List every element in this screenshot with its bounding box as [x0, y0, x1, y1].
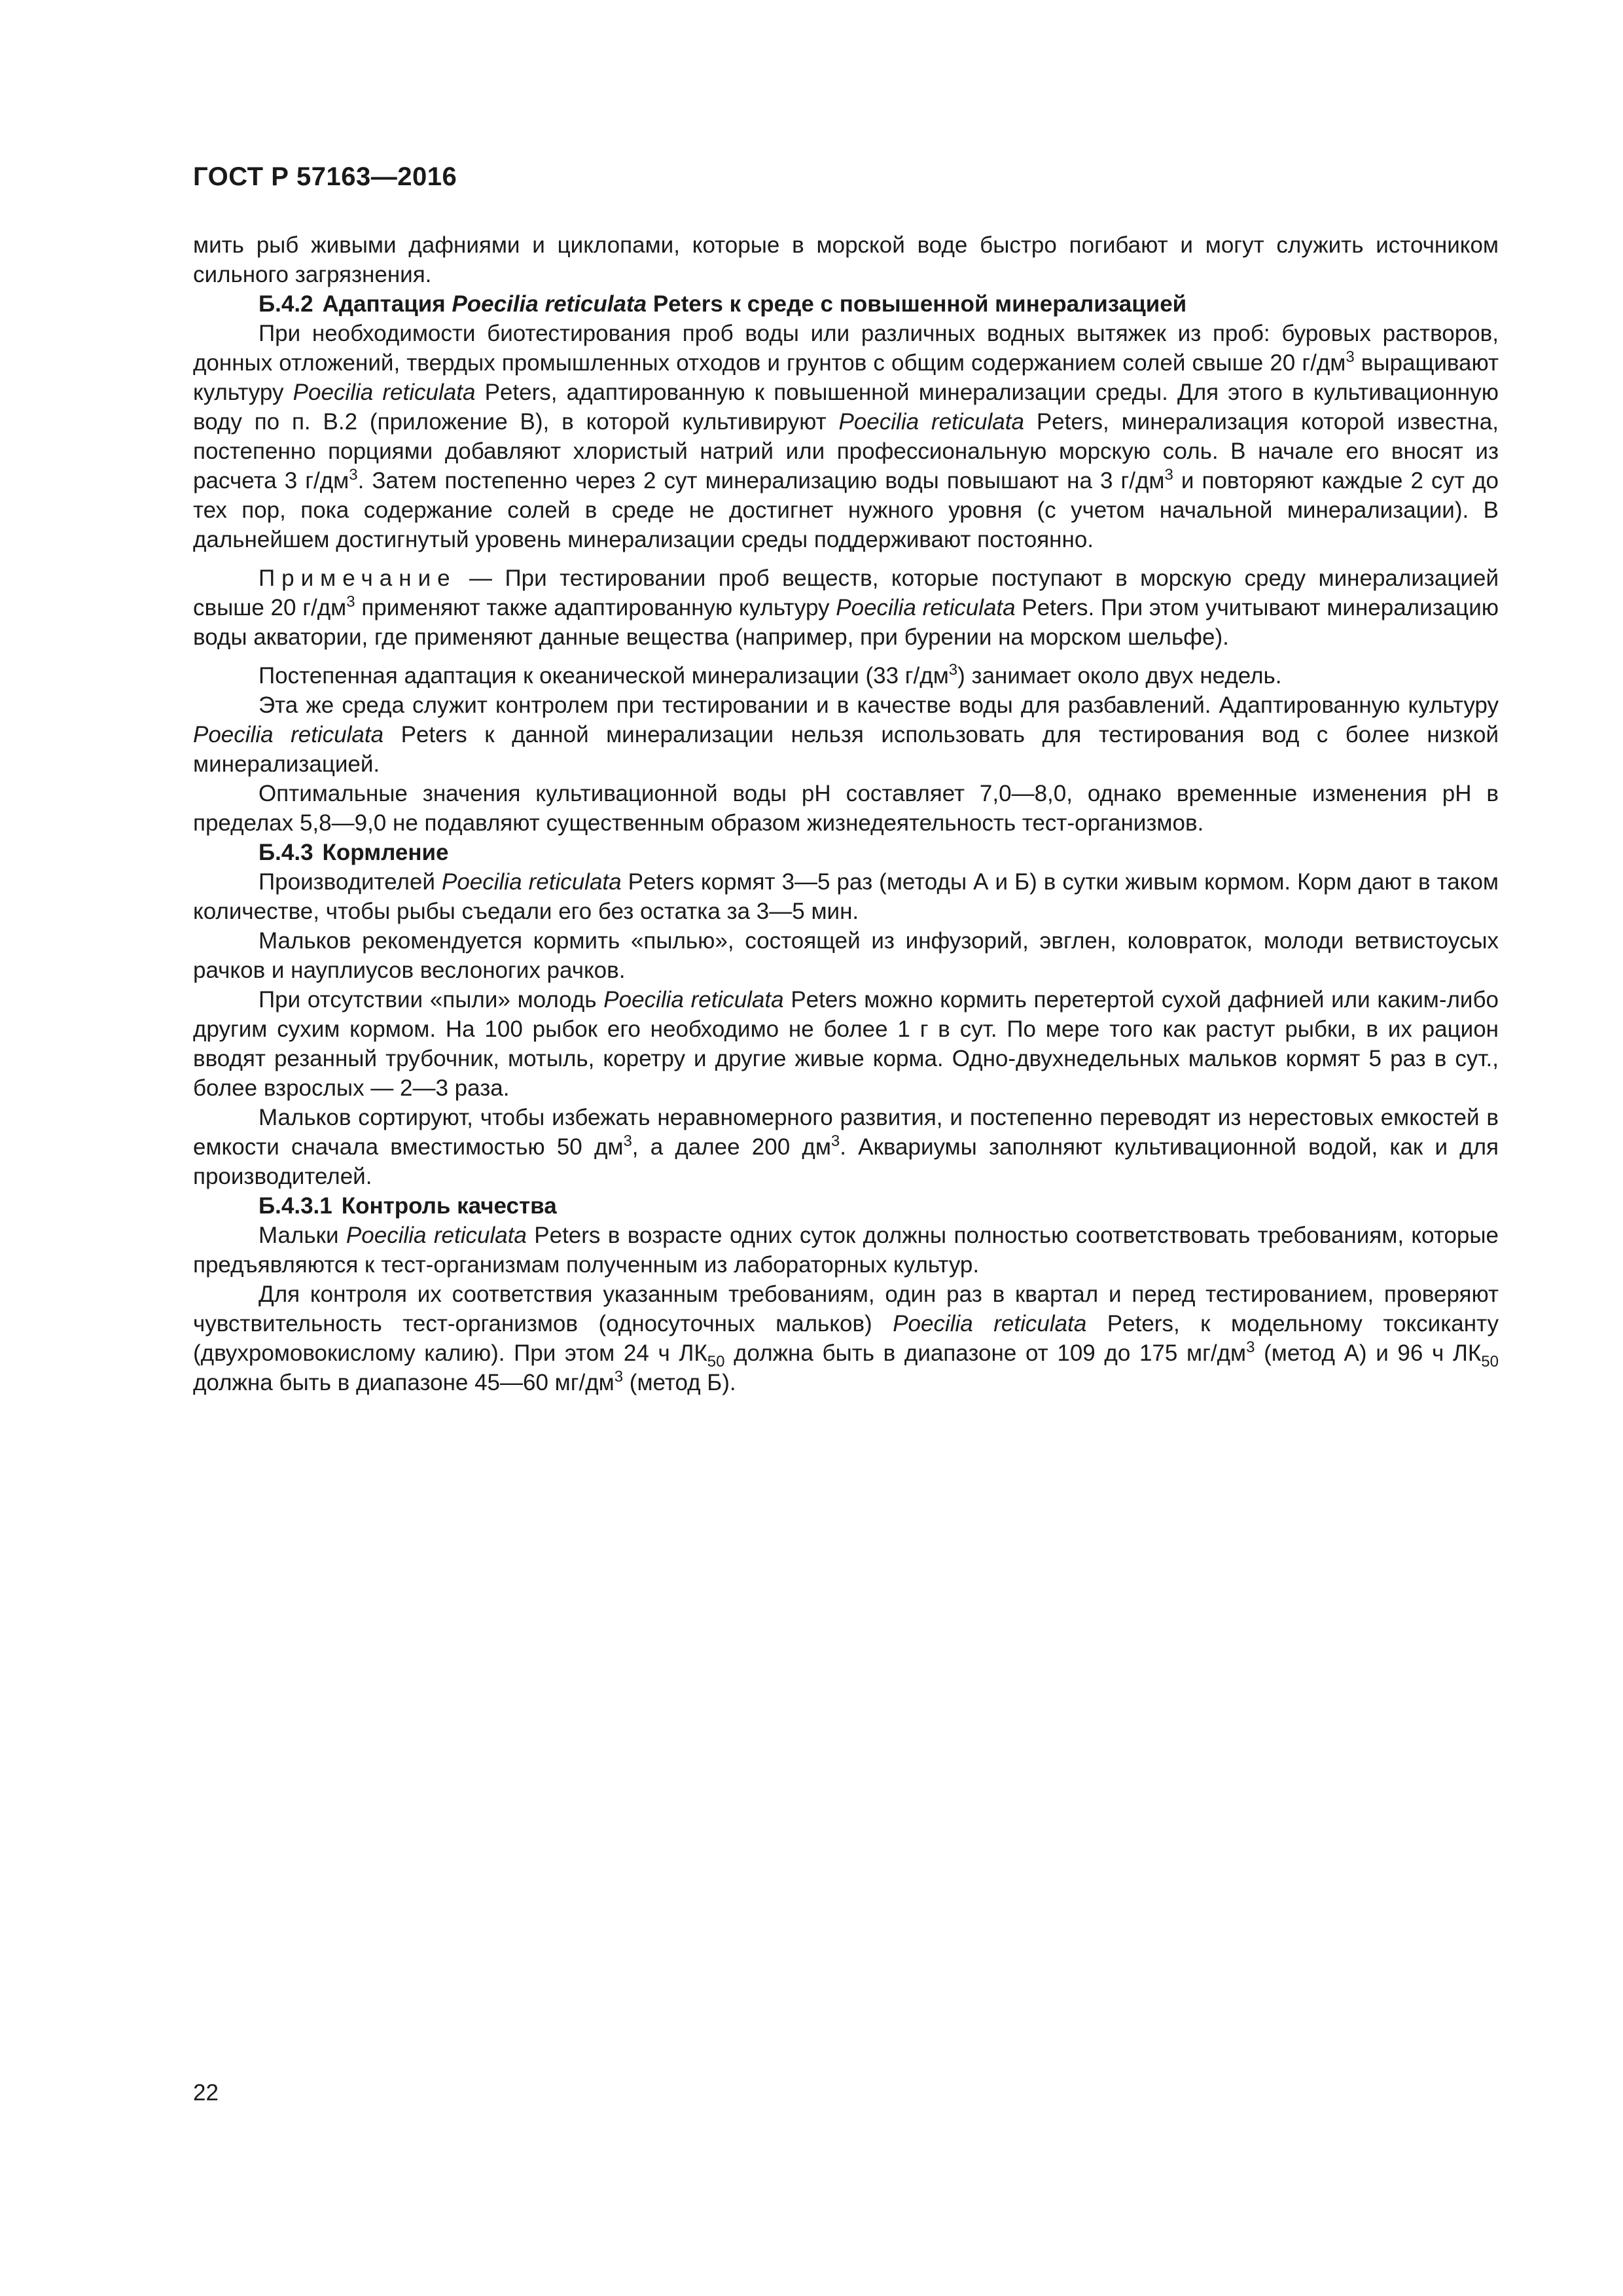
- paragraph-ocean-adaptation: Постепенная адаптация к океанической минерализации (33 $г/дм^3$) занимает около двух недель.: [259, 661, 1282, 689]
- note-paragraph: Примечание — При тестировании проб веществ, которые поступают в морскую среду минерализацией свыше 20 $г/дм^3$ применяют также адаптированную культуру Poecilia reticulata Peters. При этом учитывают минерализацию воды акватории, где применяют данные вещества (например, при бурении на морском шельфе).: [193, 565, 1499, 650]
- section-heading-b-4-3: Б.4.3 Кормление: [259, 840, 449, 865]
- paragraph-control-medium: Эта же среда служит контролем при тестировании и в качестве воды для разбавлений. Адаптированную культуру Poecilia reticulata Peters к данной минерализации нельзя использовать для тестирования вод с более низкой минерализацией.: [193, 692, 1499, 777]
- paragraph-continuation: мить рыб живыми дафниями и циклопами, которые в морской воде быстро погибают и могут служить источником сильного загрязнения.: [193, 232, 1499, 287]
- note-label: Примечание: [259, 565, 457, 591]
- paragraph-sorting: Мальков сортируют, чтобы избежать неравномерного развития, и постепенно переводят из нерестовых емкостей в емкости сначала вместимостью 50 $дм^3$, а далее 200 $дм^3$. Аквариумы заполняют культивационной водой, как и для производителей.: [193, 1105, 1499, 1189]
- document-body: [193, 230, 1499, 1397]
- page-number: 22: [193, 2080, 219, 2106]
- paragraph-adaptation: При необходимости биотестирования проб воды или различных водных вытяжек из проб: буровых растворов, донных отложений, твердых промышленных отходов и грунтов с общим содержанием солей свыше 20 $г/дм^3$ выращивают культуру Poecilia reticulata Peters, адаптированную к повышенной минерализации среды. Для этого в культивационную воду по п. В.2 (приложение В), в которой культивируют Poecilia reticulata Peters, минерализация которой известна, постепенно порциями добавляют хлористый натрий или профессиональную морскую соль. В начале его вносят из расчета 3 $г/дм^3$. Затем постепенно через 2 сут минерализацию воды повышают на 3 $г/дм^3$ и повторяют каждые 2 сут до тех пор, пока содержание солей в среде не достигнет нужного уровня (с учетом начальной минерализации). В дальнейшем достигнутый уровень минерализации среды поддерживают постоянно.: [193, 321, 1499, 552]
- paragraph-ph-values: Оптимальные значения культивационной воды pH составляет 7,0—8,0, однако временные изменения pH в пределах 5,8—9,0 не подавляют существенным образом жизнедеятельность тест-организмов.: [193, 781, 1499, 836]
- section-heading-b-4-2: Б.4.2 Адаптация Poecilia reticulata Peters к среде с повышенной минерализацией: [259, 291, 1187, 317]
- paragraph-feeding-producers: Производителей Poecilia reticulata Peters кормят 3—5 раз (методы А и Б) в сутки живым кормом. Корм дают в таком количестве, чтобы рыбы съедали его без остатка за 3—5 мин.: [193, 869, 1499, 924]
- paragraph-sensitivity-control: Для контроля их соответствия указанным требованиям, один раз в квартал и перед тестированием, проверяют чувствительность тест-организмов (односуточных мальков) Poecilia reticulata Peters, к модельному токсиканту (двухромовокислому калию). При этом 24 ч $ЛК_{50}$ должна быть в диапазоне от 109 до 175 $мг/дм^3$ (метод А) и 96 ч $ЛК_{50}$ должна быть в диапазоне 45—60 $мг/дм^3$ (метод Б).: [193, 1282, 1499, 1395]
- paragraph-dry-food: При отсутствии «пыли» молодь Poecilia reticulata Peters можно кормить перетертой сухой дафнией или каким-либо другим сухим кормом. На 100 рыбок его необходимо не более 1 г в сут. По мере того как растут рыбки, в их рацион вводят резанный трубочник, мотыль, коретру и другие живые корма. Одно-двухнедельных мальков кормят 5 раз в сут., более взрослых — 2—3 раза.: [193, 987, 1499, 1101]
- paragraph-feeding-fry: Мальков рекомендуется кормить «пылью», состоящей из инфузорий, эвглен, коловраток, молоди ветвистоусых рачков и науплиусов веслоногих рачков.: [193, 928, 1499, 983]
- section-heading-b-4-3-1: Б.4.3.1 Контроль качества: [259, 1193, 557, 1219]
- document-header: ГОСТ Р 57163—2016: [193, 162, 457, 191]
- paragraph-quality-requirements: Мальки Poecilia reticulata Peters в возрасте одних суток должны полностью соответствовать требованиям, которые предъявляются к тест-организмам полученным из лабораторных культур.: [193, 1223, 1499, 1278]
